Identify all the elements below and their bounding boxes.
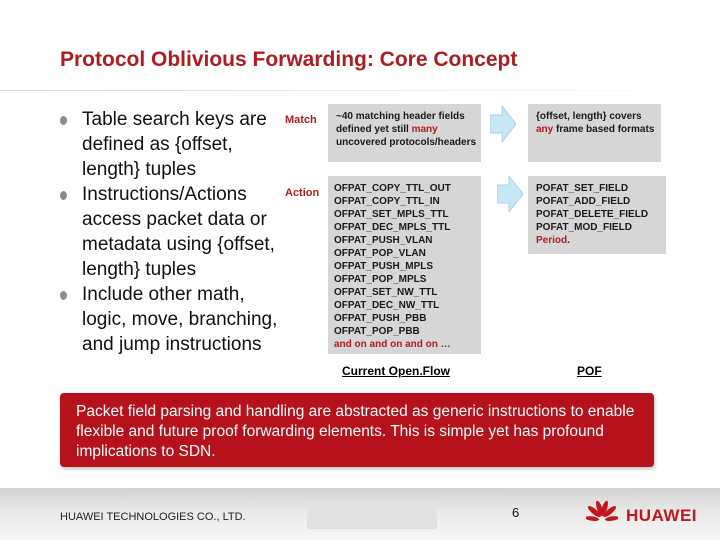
openflow-action-item: OFPAT_COPY_TTL_OUT: [334, 183, 451, 194]
huawei-logo-icon: [586, 500, 618, 530]
bullet-list: [58, 107, 283, 357]
pof-action-item: POFAT_MOD_FIELD: [536, 222, 632, 233]
huawei-logo-text: HUAWEI: [626, 506, 697, 525]
slide-title: Protocol Oblivious Forwarding: Core Concept: [60, 48, 518, 71]
openflow-action-item: OFPAT_COPY_TTL_IN: [334, 196, 440, 207]
openflow-action-item: OFPAT_SET_MPLS_TTL: [334, 209, 449, 220]
pof-action-box: [528, 176, 666, 254]
openflow-action-item: OFPAT_POP_PBB: [334, 326, 420, 337]
openflow-match-text: ~40 matching header fields defined yet still: [336, 111, 465, 135]
pof-match-text-end: frame based formats: [553, 124, 655, 135]
page-number: 6: [512, 505, 520, 520]
openflow-action-item: OFPAT_PUSH_MPLS: [334, 261, 434, 272]
footer-company: HUAWEI TECHNOLOGIES CO., LTD.: [60, 511, 246, 523]
openflow-action-item: OFPAT_PUSH_VLAN: [334, 235, 433, 246]
openflow-action-item: OFPAT_PUSH_PBB: [334, 313, 427, 324]
openflow-action-item: OFPAT_DEC_MPLS_TTL: [334, 222, 451, 233]
bullet-item: Include other math, logic, move, branching, and jump instructions: [58, 282, 283, 357]
pof-action-period-line: [536, 234, 662, 247]
pof-match-text: {offset, length} covers: [536, 111, 642, 122]
arrow-right-icon: [490, 106, 516, 142]
caption-pof: POF: [577, 364, 602, 378]
openflow-match-highlight: many: [411, 124, 438, 135]
openflow-action-more: and on and on and on …: [334, 339, 451, 350]
bullet-item: Instructions/Actions access packet data or metadata using {offset, length} tuples: [58, 182, 283, 282]
openflow-action-item: OFPAT_DEC_NW_TTL: [334, 300, 440, 311]
openflow-action-item: OFPAT_SET_NW_TTL: [334, 287, 438, 298]
openflow-action-item: OFPAT_POP_VLAN: [334, 248, 426, 259]
match-label: Match: [285, 114, 317, 126]
bullet-item: Table search keys are defined as {offset, length} tuples: [58, 107, 283, 182]
footer-placeholder: [307, 503, 437, 529]
pof-match-highlight: any: [536, 124, 554, 135]
pof-action-period-dot: .: [567, 235, 570, 246]
pof-action-item: POFAT_DELETE_FIELD: [536, 209, 649, 220]
caption-openflow: Current Open.Flow: [342, 364, 450, 378]
openflow-match-box: [328, 104, 481, 162]
title-divider: [0, 90, 720, 91]
arrow-right-icon: [497, 176, 523, 212]
pof-action-period: Period: [536, 235, 568, 246]
pof-action-item: POFAT_ADD_FIELD: [536, 196, 631, 207]
action-label: Action: [285, 187, 320, 199]
summary-banner: Packet field parsing and handling are abstracted as generic instructions to enable flexible and future proof forwarding elements. This is simple yet has profound implications to SDN.: [60, 393, 654, 467]
pof-action-item: POFAT_SET_FIELD: [536, 183, 629, 194]
pof-match-box: [528, 104, 661, 162]
openflow-action-box: [328, 176, 481, 354]
openflow-match-text-end: uncovered protocols/headers: [336, 137, 477, 148]
openflow-action-item: OFPAT_POP_MPLS: [334, 274, 427, 285]
